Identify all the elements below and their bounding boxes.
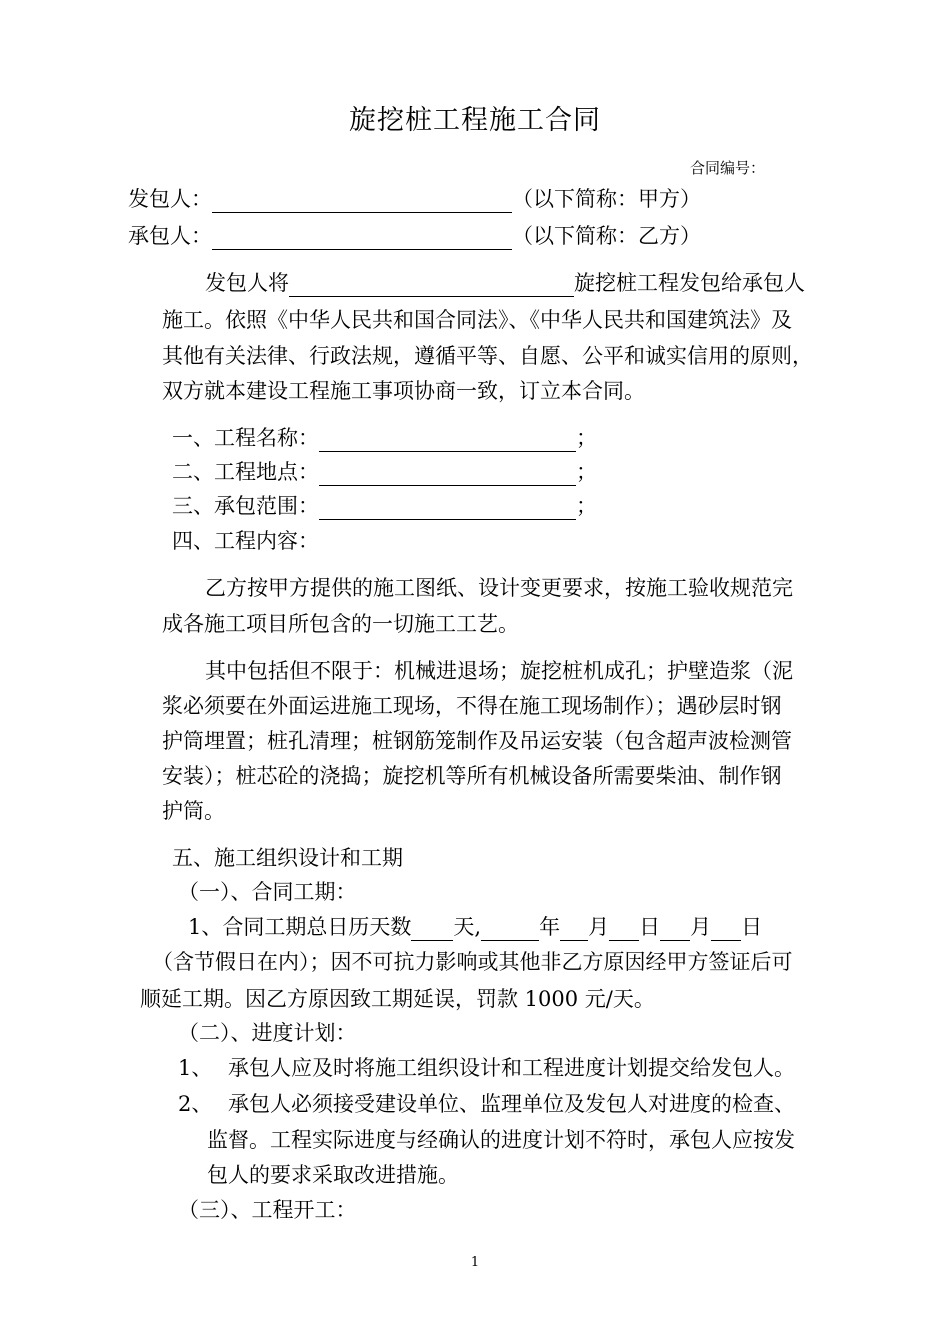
content-p2-line-5: 护筒。	[162, 799, 225, 823]
party-b-suffix: （以下简称：乙方）	[512, 224, 701, 248]
contract-number-label: 合同编号：	[690, 159, 766, 177]
project-location-label: 二、工程地点：	[172, 460, 319, 484]
schedule-item-2-line-2: 监督。工程实际进度与经确认的进度计划不符时，承包人应按发	[207, 1128, 795, 1152]
contract-scope-label: 三、承包范围：	[172, 494, 319, 518]
intro-prefix: 发包人将	[205, 271, 289, 295]
start-month-blank[interactable]	[560, 918, 588, 941]
section-5-sub-3: （三）、工程开工：	[178, 1198, 357, 1222]
period-text-4: 月	[588, 915, 610, 939]
party-a-blank[interactable]	[212, 190, 512, 213]
project-name-label: 一、工程名称：	[172, 426, 319, 450]
project-name-blank[interactable]	[319, 429, 576, 452]
party-a-row	[128, 183, 701, 213]
start-year-blank[interactable]	[481, 918, 539, 941]
party-a-suffix: （以下简称：甲方）	[512, 187, 701, 211]
intro-line-4: 双方就本建设工程施工事项协商一致，订立本合同。	[162, 379, 645, 403]
end-day-blank[interactable]	[711, 918, 741, 941]
intro-line-1	[205, 267, 805, 297]
party-b-blank[interactable]	[212, 227, 512, 250]
period-text-2: 天,	[453, 915, 482, 939]
end-month-blank[interactable]	[660, 918, 690, 941]
page-number: 1	[470, 1255, 480, 1270]
project-location-blank[interactable]	[319, 463, 576, 486]
intro-suffix: 旋挖桩工程发包给承包人	[574, 271, 805, 295]
period-text-5: 日	[639, 915, 661, 939]
item-project-name	[172, 422, 597, 452]
semicolon: ；	[576, 426, 597, 450]
section-5-sub-2: （二）、进度计划：	[178, 1021, 357, 1045]
section-5-sub-1: （一）、合同工期：	[178, 880, 357, 904]
period-text-7: 日	[741, 915, 763, 939]
schedule-item-2-line-3: 包人的要求采取改进措施。	[207, 1163, 459, 1187]
content-p2-line-1: 其中包括但不限于：机械进退场；旋挖桩机成孔；护壁造浆（泥	[205, 659, 793, 683]
intro-line-2: 施工。依照《中华人民共和国合同法》、《中华人民共和国建筑法》及	[162, 308, 792, 332]
schedule-item-1-text: 承包人应及时将施工组织设计和工程进度计划提交给发包人。	[228, 1056, 795, 1080]
semicolon: ；	[576, 494, 597, 518]
party-a-label: 发包人：	[128, 187, 212, 211]
contract-scope-blank[interactable]	[319, 497, 576, 520]
period-text-1: 1、合同工期总日历天数	[188, 915, 412, 939]
content-p2-line-3: 护筒埋置；桩孔清理；桩钢筋笼制作及吊运安装（包含超声波检测管	[162, 729, 792, 753]
content-p1-line-1: 乙方按甲方提供的施工图纸、设计变更要求，按施工验收规范完	[205, 576, 793, 600]
schedule-item-2-number: 2、	[178, 1092, 213, 1116]
content-p1-line-2: 成各施工项目所包含的一切施工工艺。	[162, 612, 519, 636]
party-b-label: 承包人：	[128, 224, 212, 248]
content-p2-line-2: 浆必须要在外面运进施工现场，不得在施工现场制作）；遇砂层时钢	[162, 694, 782, 718]
item-project-content: 四、工程内容：	[172, 529, 319, 553]
schedule-item-1-number: 1、	[178, 1056, 213, 1080]
start-day-blank[interactable]	[609, 918, 639, 941]
period-text-6: 月	[690, 915, 712, 939]
content-p2-line-4: 安装）；桩芯砼的浇捣；旋挖机等所有机械设备所需要柴油、制作钢	[162, 764, 782, 788]
section-5-heading: 五、施工组织设计和工期	[172, 846, 403, 870]
intro-line-3: 其他有关法律、行政法规，遵循平等、自愿、公平和诚实信用的原则，	[162, 344, 813, 368]
contract-period-line-3: 顺延工期。因乙方原因致工期延误，罚款 1000 元/天。	[140, 987, 655, 1011]
contract-period-line	[188, 911, 762, 941]
period-text-3: 年	[539, 915, 561, 939]
party-b-row	[128, 220, 701, 250]
schedule-item-2-line-1: 承包人必须接受建设单位、监理单位及发包人对进度的检查、	[228, 1092, 795, 1116]
contract-period-line-2: （含节假日在内）；因不可抗力影响或其他非乙方原因经甲方签证后可	[152, 950, 793, 974]
project-owner-blank[interactable]	[289, 274, 574, 297]
semicolon: ；	[576, 460, 597, 484]
total-days-blank[interactable]	[411, 918, 453, 941]
document-title: 旋挖桩工程施工合同	[349, 105, 601, 136]
item-project-location	[172, 456, 597, 486]
item-contract-scope	[172, 490, 597, 520]
